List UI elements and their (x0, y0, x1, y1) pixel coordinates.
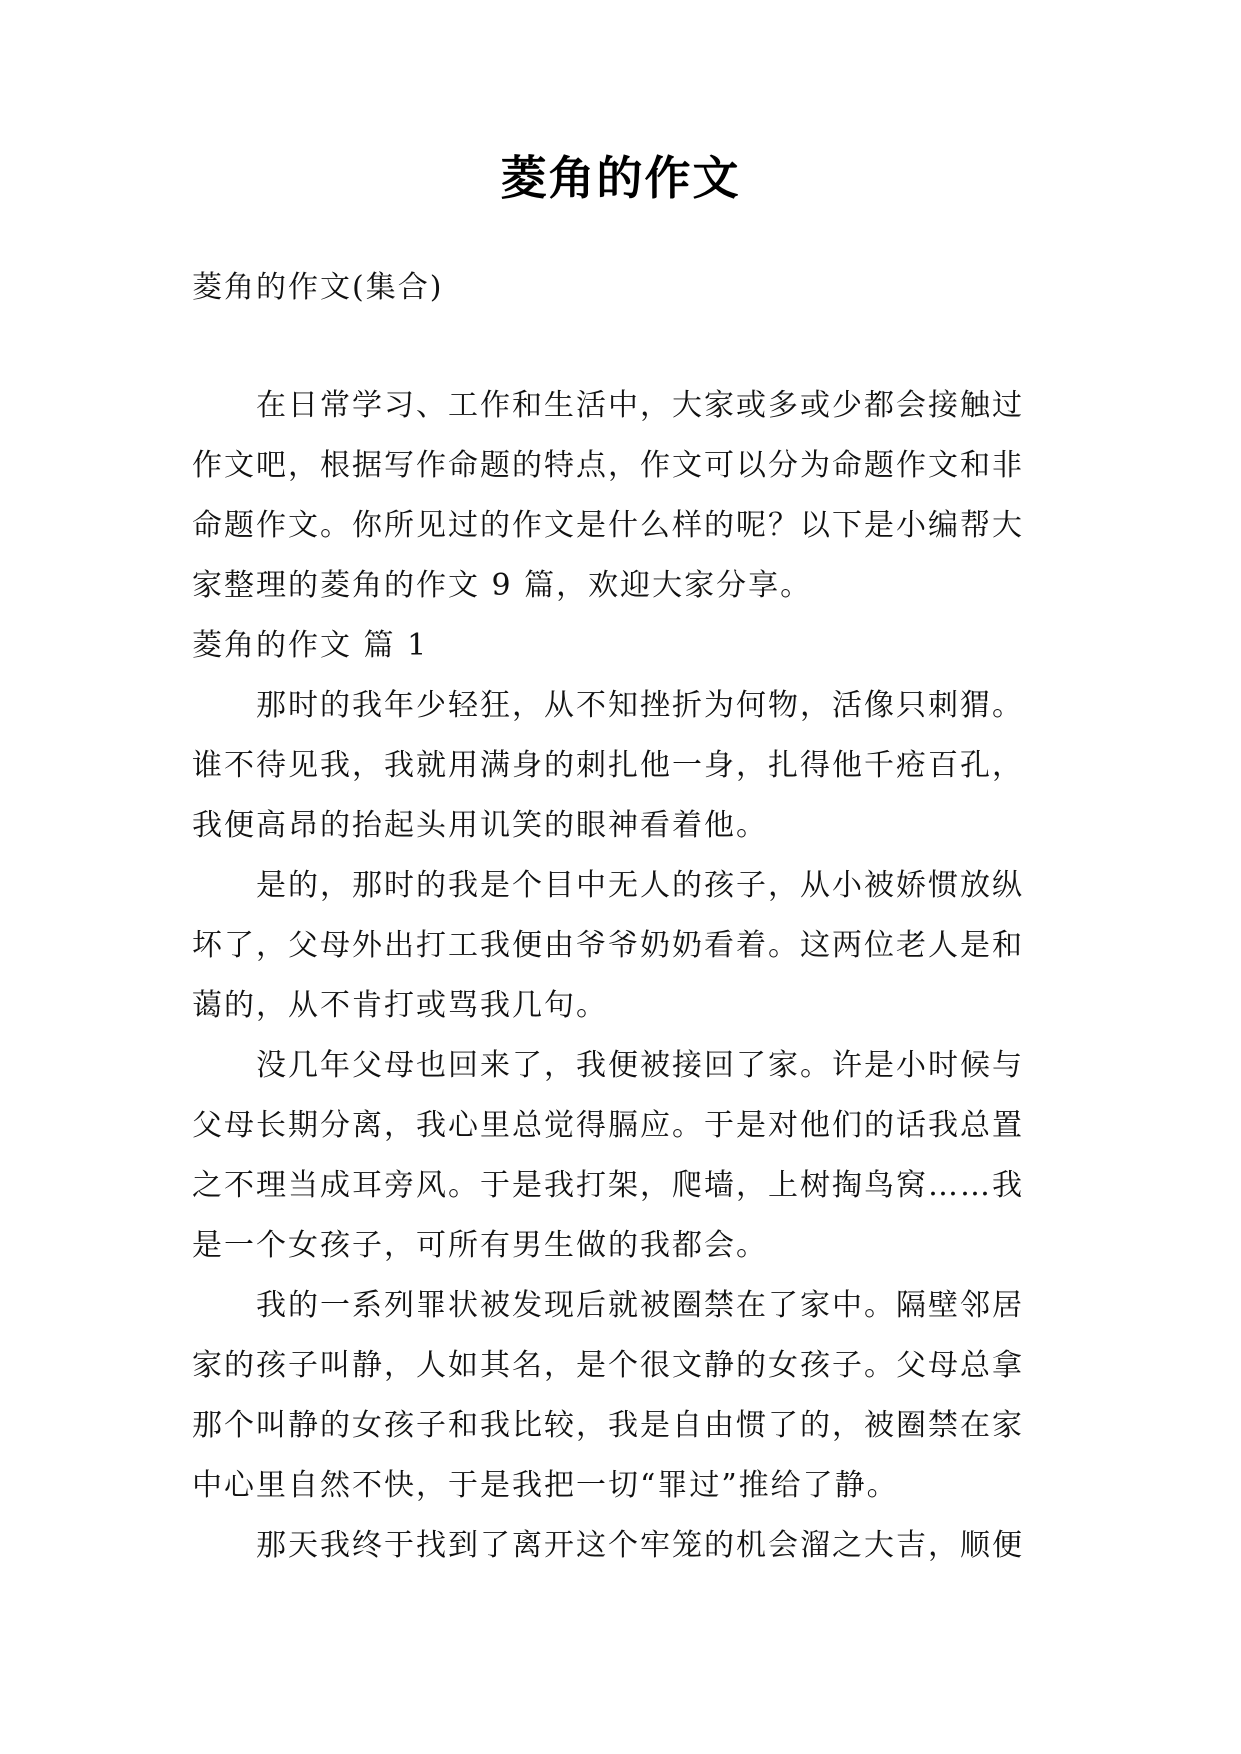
intro-paragraph: 在日常学习、工作和生活中，大家或多或少都会接触过作文吧，根据写作命题的特点，作文可以分为命题作文和非命题作文。你所见过的作文是什么样的呢？以下是小编帮大家整理的菱角的作文 9 篇，欢迎大家分享。 (192, 388, 1024, 603)
body-paragraph: 我的一系列罪状被发现后就被圈禁在了家中。隔壁邻居家的孩子叫静，人如其名，是个很文静的女孩子。父母总拿那个叫静的女孩子和我比较，我是自由惯了的，被圈禁在家中心里自然不快，于是我把一切“罪过”推给了静。 (192, 1288, 1024, 1503)
section-heading: 菱角的作文 篇 1 (192, 628, 429, 663)
document-title: 菱角的作文 (500, 151, 741, 205)
document-body (192, 258, 1054, 1576)
body-paragraph: 那天我终于找到了离开这个牢笼的机会溜之大吉，顺便 (256, 1528, 1024, 1563)
body-paragraph: 是的，那时的我是个目中无人的孩子，从小被娇惯放纵坏了，父母外出打工我便由爷爷奶奶看着。这两位老人是和蔼的，从不肯打或骂我几句。 (192, 868, 1024, 1023)
body-paragraph: 没几年父母也回来了，我便被接回了家。许是小时候与父母长期分离，我心里总觉得膈应。于是对他们的话我总置之不理当成耳旁风。于是我打架，爬墙，上树掏鸟窝……我是一个女孩子，可所有男生做的我都会。 (192, 1048, 1024, 1263)
body-paragraph: 那时的我年少轻狂，从不知挫折为何物，活像只刺猬。谁不待见我，我就用满身的刺扎他一身，扎得他千疮百孔，我便高昂的抬起头用讥笑的眼神看着他。 (192, 688, 1024, 843)
document-subtitle: 菱角的作文(集合) (192, 270, 444, 305)
